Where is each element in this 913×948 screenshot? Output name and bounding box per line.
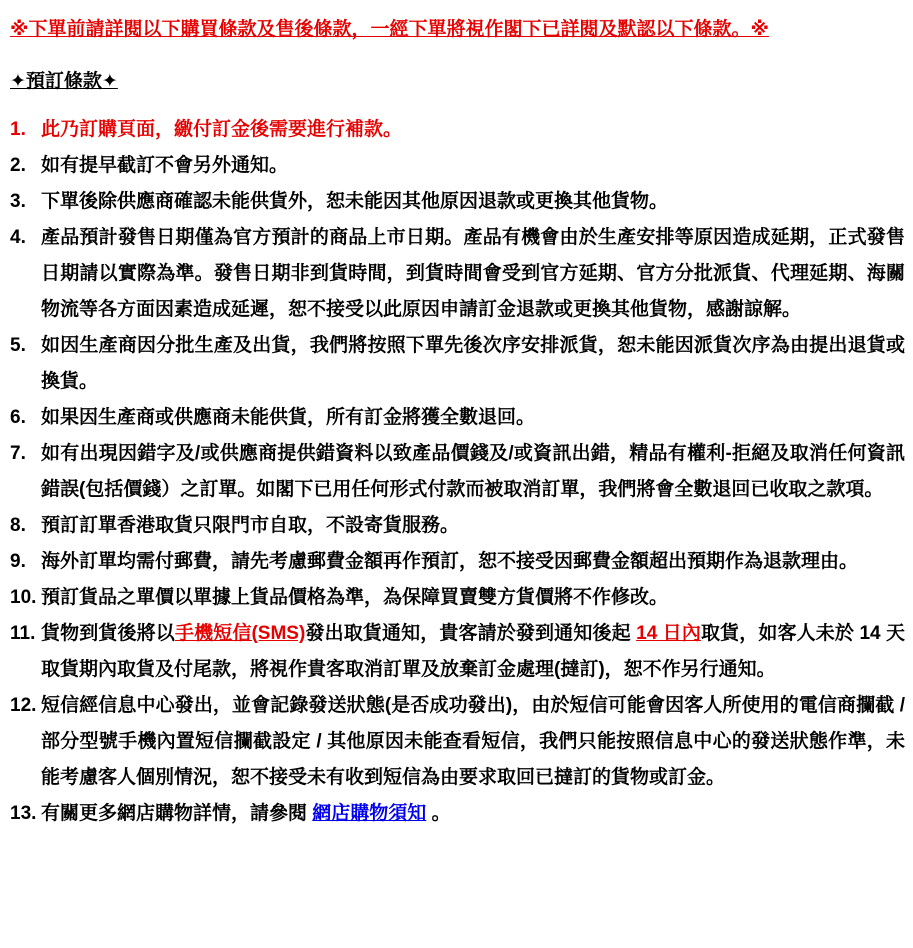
term-item [10,544,905,580]
term-number: 4. [10,227,26,248]
term-number: 6. [10,407,26,428]
terms-list [10,112,905,832]
term-item [10,580,905,616]
shop-guide-link[interactable]: 網店購物須知 [312,803,427,824]
term-segment: 如因生產商因分批生產及出貨，我們將按照下單先後次序安排派貨，恕未能因派貨次序為由提出退貨或換貨。 [41,335,905,392]
term-segment: 取貨，如客人未於 14 天取貨期內取貨及付尾款，將視作貴客取消訂單及放棄訂金處理(撻訂)，恕不作另行通知。 [41,623,905,680]
term-segment: 預訂貨品之單價以單據上貨品價格為準，為保障買賣雙方貨價將不作修改。 [41,587,669,608]
term-item [10,220,905,328]
term-text [41,544,905,580]
term-item [10,616,905,688]
term-number: 3. [10,191,26,212]
term-number: 13. [10,803,37,824]
term-segment: 如果因生產商或供應商未能供貨，所有訂金將獲全數退回。 [41,407,536,428]
term-segment: 如有出現因錯字及/或供應商提供錯資料以致產品價錢及/或資訊出錯，精品有權利-拒絕及取消任何資訊錯誤(包括價錢）之訂單。如閣下已用任何形式付款而被取消訂單，我們將會全數退回已收取之款項。 [41,443,905,500]
term-item [10,436,905,508]
purchase-notice: ※下單前請詳閱以下購買條款及售後條款，一經下單將視作閣下已詳閱及默認以下條款。※ [10,19,769,40]
term-text [41,616,905,688]
term-number: 7. [10,443,26,464]
highlighted-text: 手機短信(SMS) [174,623,306,644]
term-item [10,148,905,184]
term-item [10,688,905,796]
term-text [41,436,905,508]
term-text [41,220,905,328]
term-number: 10. [10,587,37,608]
term-segment: 發出取貨通知，貴客請於發到通知後起 [305,623,637,644]
term-item [10,328,905,400]
term-number: 11. [10,623,36,644]
term-number: 8. [10,515,26,536]
term-item [10,112,905,148]
term-text [41,796,905,832]
term-item [10,400,905,436]
section-title: ✦預訂條款✦ [10,71,118,92]
highlighted-text: 14 日內 [636,623,701,644]
term-text [41,400,905,436]
term-segment: 短信經信息中心發出，並會記錄發送狀態(是否成功發出)，由於短信可能會因客人所使用的電信商攔截 / 部分型號手機內置短信攔截設定 / 其他原因未能查看短信，我們只能按照信息中心的發送狀態作準，未能考慮客人個別情況，恕不接受未有收到短信為由要求取回已撻訂的貨物或訂金。 [41,695,905,788]
term-segment: 。 [426,803,451,824]
term-item [10,184,905,220]
term-number: 5. [10,335,26,356]
term-text [41,148,905,184]
term-segment: 貨物到貨後將以 [41,623,175,644]
term-segment: 有關更多網店購物詳情，請參閱 [41,803,313,824]
term-text [41,688,905,796]
term-segment: 產品預計發售日期僅為官方預計的商品上市日期。產品有機會由於生產安排等原因造成延期，正式發售日期請以實際為準。發售日期非到貨時間，到貨時間會受到官方延期、官方分批派貨、代理延期、海關物流等各方面因素造成延遲，恕不接受以此原因申請訂金退款或更換其他貨物，感謝諒解。 [41,227,905,320]
term-number: 1. [10,119,26,140]
term-number: 2. [10,155,26,176]
term-text [41,328,905,400]
term-text [41,112,905,148]
term-item [10,508,905,544]
term-text [41,580,905,616]
term-segment: 海外訂單均需付郵費，請先考慮郵費金額再作預訂，恕不接受因郵費金額超出預期作為退款理由。 [41,551,859,572]
term-segment: 如有提早截訂不會另外通知。 [41,155,289,176]
term-text [41,184,905,220]
term-segment: 此乃訂購頁面，繳付訂金後需要進行補款。 [41,119,403,140]
term-number: 12. [10,695,37,716]
term-segment: 下單後除供應商確認未能供貨外，恕未能因其他原因退款或更換其他貨物。 [41,191,669,212]
term-item [10,796,905,832]
term-number: 9. [10,551,26,572]
term-segment: 預訂訂單香港取貨只限門市自取，不設寄貨服務。 [41,515,460,536]
term-text [41,508,905,544]
